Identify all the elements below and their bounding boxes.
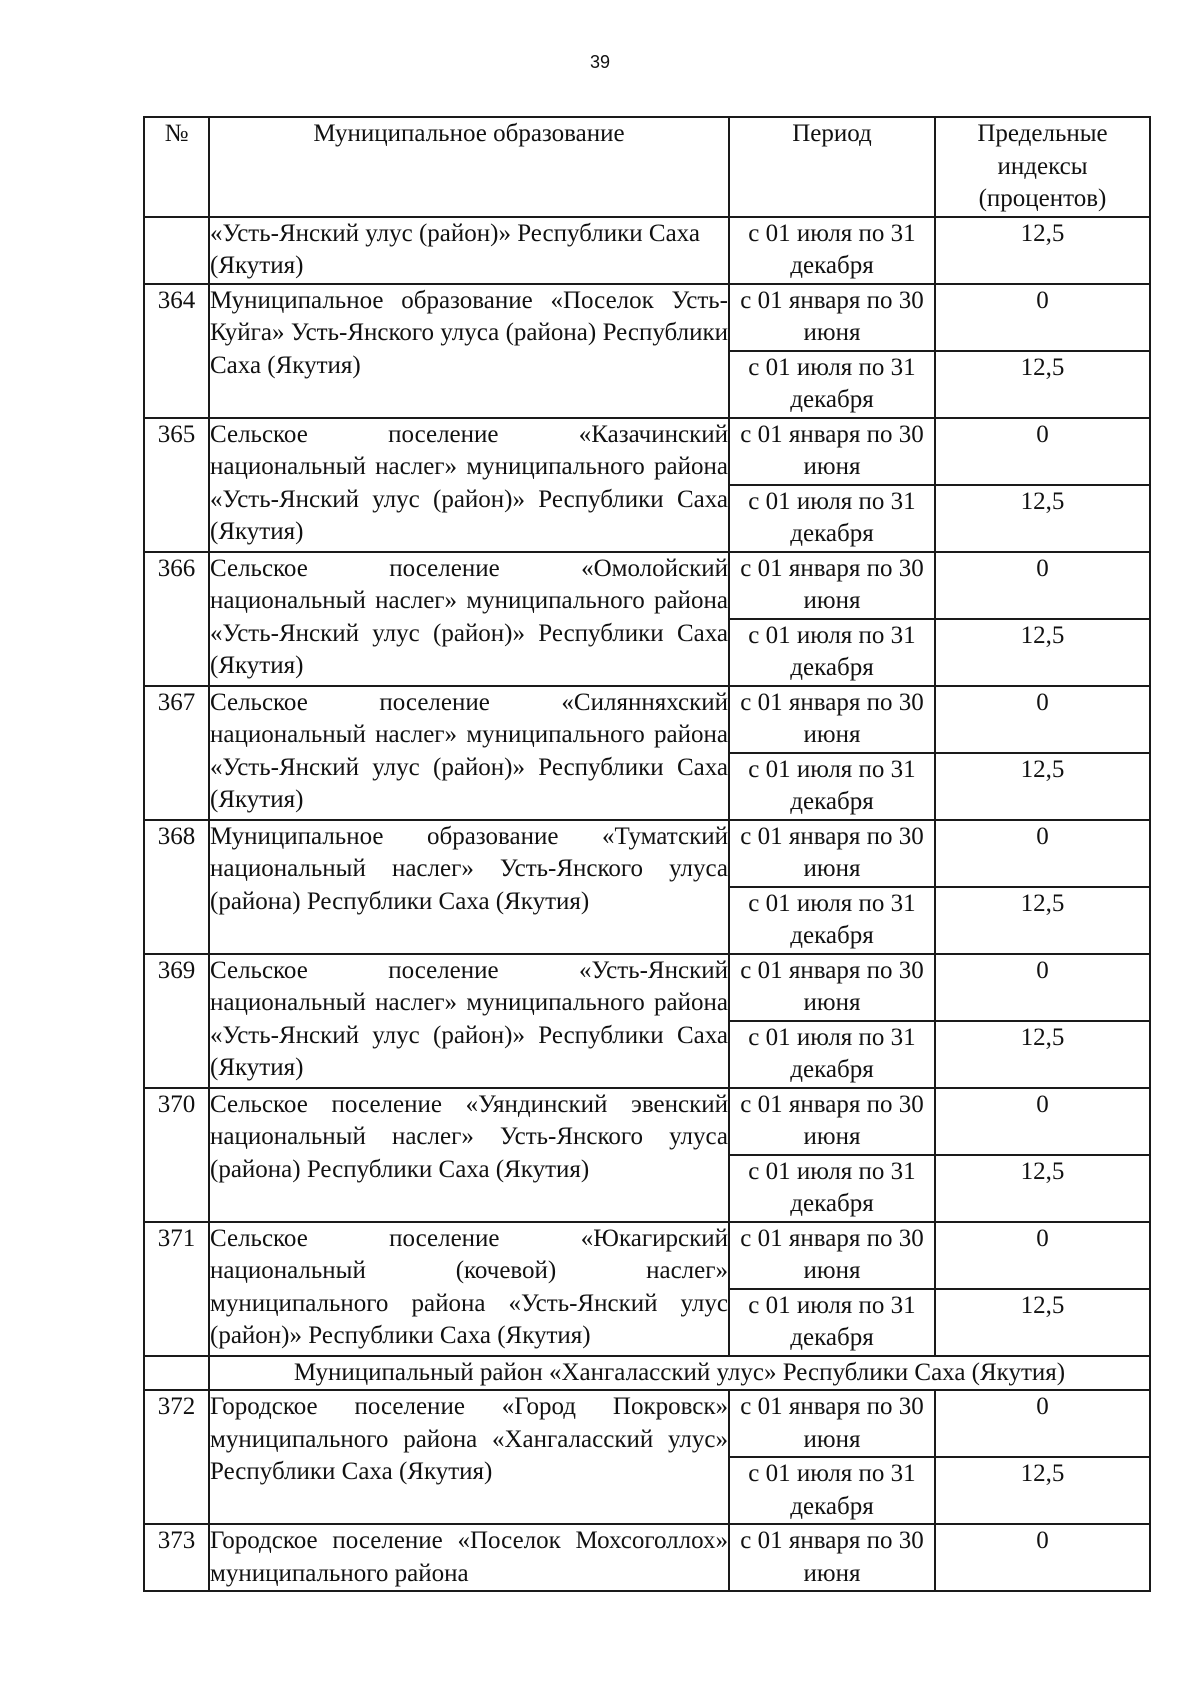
row-index: 12,5 — [935, 217, 1150, 284]
row-period: с 01 января по 30 июня — [729, 1222, 935, 1289]
rows-group — [144, 1390, 1150, 1591]
row-period: с 01 июля по 31 декабря — [729, 1155, 935, 1222]
table-row — [144, 552, 1150, 619]
header-index: Предельные индексы (процентов) — [935, 117, 1150, 217]
header-period: Период — [729, 117, 935, 217]
row-period: с 01 июля по 31 декабря — [729, 217, 935, 284]
row-name: Сельское поселение «Силянняхский национальный наслег» муниципального района «Усть-Янский улус (район)» Республики Саха (Якутия) — [209, 686, 729, 820]
row-num: 368 — [144, 820, 209, 954]
table-row — [144, 1390, 1150, 1457]
table-row — [144, 418, 1150, 485]
table-row — [144, 954, 1150, 1021]
row-name: Муниципальное образование «Туматский национальный наслег» Усть-Янского улуса (района) Республики Саха (Якутия) — [209, 820, 729, 954]
table-row — [144, 284, 1150, 351]
group-title: Муниципальный район «Хангаласский улус» Республики Саха (Якутия) — [209, 1356, 1150, 1391]
row-index: 12,5 — [935, 1155, 1150, 1222]
row-name: «Усть-Янский улус (район)» Республики Саха (Якутия) — [209, 217, 729, 284]
row-index: 12,5 — [935, 1021, 1150, 1088]
indices-table — [143, 116, 1151, 1592]
row-num: 372 — [144, 1390, 209, 1524]
row-period: с 01 января по 30 июня — [729, 418, 935, 485]
row-period: с 01 января по 30 июня — [729, 1390, 935, 1457]
row-num: 370 — [144, 1088, 209, 1222]
table-row — [144, 1088, 1150, 1155]
row-index: 0 — [935, 1088, 1150, 1155]
row-period: с 01 июля по 31 декабря — [729, 753, 935, 820]
rows-group — [144, 284, 1150, 1356]
row-index: 0 — [935, 552, 1150, 619]
row-name: Городское поселение «Город Покровск» муниципального района «Хангаласский улус» Республики Саха (Якутия) — [209, 1390, 729, 1524]
header-row — [144, 117, 1150, 217]
row-name: Сельское поселение «Юкагирский национальный (кочевой) наслег» муниципального района «Усть-Янский улус (район)» Республики Саха (Якутия) — [209, 1222, 729, 1356]
row-index: 0 — [935, 1390, 1150, 1457]
table-row — [144, 820, 1150, 887]
row-index: 0 — [935, 954, 1150, 1021]
row-name: Муниципальное образование «Поселок Усть-Куйга» Усть-Янского улуса (района) Республики Саха (Якутия) — [209, 284, 729, 418]
row-index: 0 — [935, 1524, 1150, 1591]
row-period: с 01 января по 30 июня — [729, 954, 935, 1021]
row-index: 0 — [935, 1222, 1150, 1289]
header-num: № — [144, 117, 209, 217]
row-num: 365 — [144, 418, 209, 552]
row-num — [144, 217, 209, 284]
row-period: с 01 июля по 31 декабря — [729, 351, 935, 418]
row-period: с 01 января по 30 июня — [729, 1524, 935, 1591]
row-period: с 01 июля по 31 декабря — [729, 1457, 935, 1524]
page-number: 39 — [589, 52, 611, 72]
row-period: с 01 июля по 31 декабря — [729, 1021, 935, 1088]
row-period: с 01 января по 30 июня — [729, 820, 935, 887]
table-row — [144, 217, 1150, 284]
row-index: 0 — [935, 686, 1150, 753]
row-index: 0 — [935, 820, 1150, 887]
table-row — [144, 686, 1150, 753]
row-num: 369 — [144, 954, 209, 1088]
row-period: с 01 января по 30 июня — [729, 552, 935, 619]
row-index: 0 — [935, 418, 1150, 485]
row-name: Городское поселение «Поселок Мохсоголлох» муниципального района — [209, 1524, 729, 1591]
table-row — [144, 1222, 1150, 1289]
row-index: 12,5 — [935, 619, 1150, 686]
row-index: 0 — [935, 284, 1150, 351]
row-num: 371 — [144, 1222, 209, 1356]
row-index: 12,5 — [935, 351, 1150, 418]
row-num: 373 — [144, 1524, 209, 1591]
row-period: с 01 июля по 31 декабря — [729, 619, 935, 686]
row-period: с 01 июля по 31 декабря — [729, 887, 935, 954]
group-num — [144, 1356, 209, 1391]
row-period: с 01 июля по 31 декабря — [729, 485, 935, 552]
row-name: Сельское поселение «Усть-Янский национальный наслег» муниципального района «Усть-Янский улус (район)» Республики Саха (Якутия) — [209, 954, 729, 1088]
row-period: с 01 января по 30 июня — [729, 1088, 935, 1155]
row-num: 366 — [144, 552, 209, 686]
row-index: 12,5 — [935, 887, 1150, 954]
table-row — [144, 1524, 1150, 1591]
row-index: 12,5 — [935, 1289, 1150, 1356]
row-index: 12,5 — [935, 485, 1150, 552]
row-name: Сельское поселение «Уяндинский эвенский национальный наслег» Усть-Янского улуса (района) Республики Саха (Якутия) — [209, 1088, 729, 1222]
header-name: Муниципальное образование — [209, 117, 729, 217]
row-period: с 01 января по 30 июня — [729, 284, 935, 351]
row-period: с 01 января по 30 июня — [729, 686, 935, 753]
row-name: Сельское поселение «Омолойский национальный наслег» муниципального района «Усть-Янский улус (район)» Республики Саха (Якутия) — [209, 552, 729, 686]
row-period: с 01 июля по 31 декабря — [729, 1289, 935, 1356]
row-num: 364 — [144, 284, 209, 418]
row-name: Сельское поселение «Казачинский национальный наслег» муниципального района «Усть-Янский улус (район)» Республики Саха (Якутия) — [209, 418, 729, 552]
group-row — [144, 1356, 1150, 1391]
row-index: 12,5 — [935, 1457, 1150, 1524]
row-num: 367 — [144, 686, 209, 820]
row-index: 12,5 — [935, 753, 1150, 820]
